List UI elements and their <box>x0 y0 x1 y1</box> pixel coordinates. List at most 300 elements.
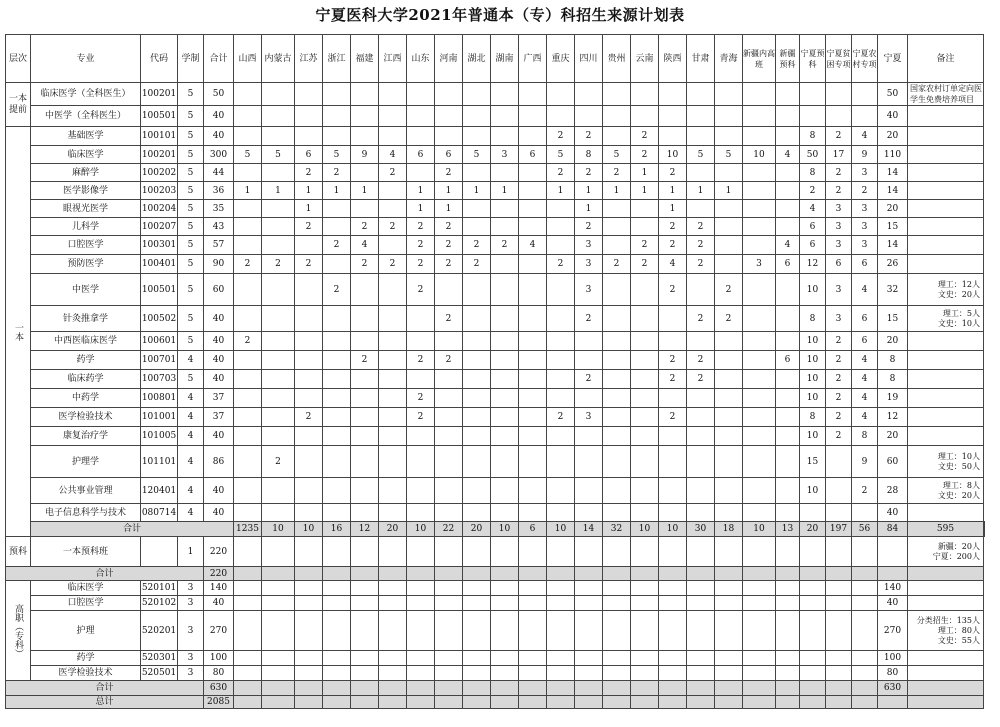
table-row <box>6 182 985 200</box>
quota-value: 110 <box>878 146 908 164</box>
subtotal-value <box>491 681 519 696</box>
subtotal-value: 20 <box>463 522 491 537</box>
quota-value <box>519 666 547 681</box>
quota-value: 1 <box>295 182 323 200</box>
quota-value: 1 <box>715 182 743 200</box>
subtotal-value: 10 <box>631 522 659 537</box>
quota-value <box>575 611 603 651</box>
quota-value: 2 <box>351 218 379 236</box>
quota-value: 2 <box>687 351 715 370</box>
major-code: 100203 <box>141 182 178 200</box>
quota-value <box>743 332 776 351</box>
quota-value: 3 <box>575 274 603 306</box>
header-province: 山西 <box>234 35 262 83</box>
major-code: 101001 <box>141 408 178 427</box>
quota-value: 2 <box>826 164 852 182</box>
quota-value <box>659 504 687 522</box>
quota-value: 50 <box>878 83 908 106</box>
quota-value <box>407 127 435 146</box>
quota-value <box>234 127 262 146</box>
quota-value <box>234 83 262 106</box>
quota-value <box>519 651 547 666</box>
quota-value <box>435 127 463 146</box>
row-total: 43 <box>204 218 234 236</box>
quota-value <box>435 389 463 408</box>
major-name: 护理学 <box>31 446 141 478</box>
quota-value: 10 <box>800 332 826 351</box>
quota-value <box>631 478 659 504</box>
quota-value <box>234 408 262 427</box>
major-code: 080714 <box>141 504 178 522</box>
quota-value <box>407 370 435 389</box>
subtotal-value: 22 <box>435 522 463 537</box>
quota-value <box>800 596 826 611</box>
remark <box>908 351 984 370</box>
quota-value <box>435 611 463 651</box>
header-level: 层次 <box>6 35 31 83</box>
quota-value <box>575 351 603 370</box>
quota-value <box>323 218 351 236</box>
quota-value: 10 <box>800 274 826 306</box>
quota-value <box>463 351 491 370</box>
quota-value: 2 <box>407 218 435 236</box>
quota-value <box>262 351 295 370</box>
study-years: 5 <box>178 332 204 351</box>
subtotal-label: 合计 <box>6 567 204 581</box>
quota-value <box>743 200 776 218</box>
header-province: 新疆预科 <box>776 35 800 83</box>
quota-value: 17 <box>826 146 852 164</box>
quota-value <box>715 200 743 218</box>
major-code: 100207 <box>141 218 178 236</box>
major-name: 公共事业管理 <box>31 478 141 504</box>
quota-value: 10 <box>800 351 826 370</box>
subtotal-value <box>234 696 262 709</box>
major-code: 100501 <box>141 274 178 306</box>
subtotal-value <box>262 567 295 581</box>
quota-value <box>776 446 800 478</box>
quota-value: 9 <box>351 146 379 164</box>
header-province: 宁夏 <box>878 35 908 83</box>
quota-value: 15 <box>878 306 908 332</box>
quota-value <box>351 83 379 106</box>
quota-value <box>603 218 631 236</box>
study-years: 5 <box>178 127 204 146</box>
level-early: 一本提前 <box>6 83 31 127</box>
row-total: 40 <box>204 478 234 504</box>
header-province: 云南 <box>631 35 659 83</box>
quota-value <box>743 106 776 127</box>
quota-value: 3 <box>491 146 519 164</box>
quota-value: 1 <box>575 200 603 218</box>
major-name: 儿科学 <box>31 218 141 236</box>
subtotal-value <box>631 567 659 581</box>
subtotal-value <box>908 696 984 709</box>
header-province: 内蒙古 <box>262 35 295 83</box>
quota-value: 12 <box>800 255 826 274</box>
subtotal-value <box>687 696 715 709</box>
quota-value <box>743 504 776 522</box>
quota-value: 2 <box>659 164 687 182</box>
study-years: 4 <box>178 351 204 370</box>
quota-value <box>463 164 491 182</box>
enrollment-plan-table <box>5 34 985 709</box>
quota-value <box>323 666 351 681</box>
quota-value: 1 <box>407 200 435 218</box>
quota-value: 40 <box>878 106 908 127</box>
quota-value <box>234 666 262 681</box>
quota-value: 8 <box>852 427 878 446</box>
quota-value <box>519 306 547 332</box>
quota-value: 3 <box>852 200 878 218</box>
quota-value <box>519 389 547 408</box>
quota-value: 6 <box>852 255 878 274</box>
quota-value <box>603 83 631 106</box>
quota-value <box>262 408 295 427</box>
quota-value: 1 <box>491 182 519 200</box>
subtotal-value <box>687 681 715 696</box>
quota-value <box>687 332 715 351</box>
quota-value <box>234 537 262 567</box>
quota-value: 4 <box>852 274 878 306</box>
subtotal-value <box>852 696 878 709</box>
quota-value: 2 <box>435 351 463 370</box>
quota-value <box>407 306 435 332</box>
quota-value <box>547 83 575 106</box>
quota-value <box>547 651 575 666</box>
level-vocational: 高职（专科） <box>6 581 31 681</box>
quota-value: 2 <box>295 218 323 236</box>
quota-value: 2 <box>575 218 603 236</box>
quota-value <box>295 127 323 146</box>
quota-value <box>323 408 351 427</box>
quota-value <box>631 218 659 236</box>
quota-value: 14 <box>878 164 908 182</box>
subtotal-value <box>631 681 659 696</box>
quota-value: 5 <box>547 146 575 164</box>
quota-value: 2 <box>715 306 743 332</box>
quota-value: 2 <box>687 255 715 274</box>
quota-value <box>776 127 800 146</box>
table-row <box>6 581 985 596</box>
quota-value: 2 <box>379 218 407 236</box>
quota-value: 2 <box>407 389 435 408</box>
subtotal-value <box>603 696 631 709</box>
quota-value <box>463 581 491 596</box>
header-province: 福建 <box>351 35 379 83</box>
quota-value <box>262 504 295 522</box>
quota-value <box>463 389 491 408</box>
quota-value: 2 <box>575 306 603 332</box>
quota-value: 2 <box>435 306 463 332</box>
quota-value <box>519 596 547 611</box>
quota-value <box>547 537 575 567</box>
quota-value <box>435 446 463 478</box>
quota-value: 6 <box>435 146 463 164</box>
subtotal-value <box>659 681 687 696</box>
row-total: 40 <box>204 427 234 446</box>
quota-value: 5 <box>463 146 491 164</box>
quota-value <box>519 83 547 106</box>
quota-value: 2 <box>631 236 659 255</box>
quota-value: 1 <box>631 182 659 200</box>
remark <box>908 596 984 611</box>
subtotal-total: 630 <box>204 681 234 696</box>
quota-value: 2 <box>323 274 351 306</box>
quota-value <box>776 478 800 504</box>
quota-value <box>575 504 603 522</box>
quota-value: 10 <box>800 389 826 408</box>
quota-value <box>379 389 407 408</box>
quota-value <box>687 611 715 651</box>
quota-value <box>323 581 351 596</box>
quota-value <box>743 370 776 389</box>
table-row <box>6 35 985 83</box>
quota-value <box>631 274 659 306</box>
quota-value <box>776 611 800 651</box>
quota-value <box>776 537 800 567</box>
subtotal-value <box>776 567 800 581</box>
quota-value <box>295 83 323 106</box>
quota-value <box>715 236 743 255</box>
major-code: 101005 <box>141 427 178 446</box>
remark <box>908 389 984 408</box>
quota-value <box>547 504 575 522</box>
quota-value <box>491 427 519 446</box>
quota-value: 2 <box>826 427 852 446</box>
quota-value <box>491 651 519 666</box>
quota-value <box>407 332 435 351</box>
quota-value <box>715 370 743 389</box>
quota-value <box>407 164 435 182</box>
quota-value <box>351 611 379 651</box>
subtotal-value <box>852 681 878 696</box>
quota-value <box>295 478 323 504</box>
subtotal-label: 合计 <box>6 681 204 696</box>
quota-value <box>603 370 631 389</box>
quota-value: 2 <box>234 332 262 351</box>
quota-value <box>519 351 547 370</box>
remark <box>908 182 984 200</box>
major-code: 520301 <box>141 651 178 666</box>
quota-value <box>715 666 743 681</box>
quota-value <box>234 218 262 236</box>
quota-value: 4 <box>776 236 800 255</box>
quota-value: 2 <box>826 408 852 427</box>
study-years: 5 <box>178 236 204 255</box>
quota-value <box>659 537 687 567</box>
row-total: 100 <box>204 651 234 666</box>
major-code: 100701 <box>141 351 178 370</box>
quota-value <box>379 236 407 255</box>
quota-value <box>379 83 407 106</box>
quota-value <box>323 106 351 127</box>
quota-value <box>379 446 407 478</box>
quota-value: 2 <box>687 236 715 255</box>
quota-value: 2 <box>379 255 407 274</box>
quota-value: 6 <box>800 218 826 236</box>
quota-value <box>547 596 575 611</box>
major-code: 100301 <box>141 236 178 255</box>
remark <box>908 106 984 127</box>
quota-value <box>715 106 743 127</box>
table-row <box>6 666 985 681</box>
quota-value <box>687 581 715 596</box>
table-row <box>6 389 985 408</box>
quota-value <box>743 306 776 332</box>
subtotal-value <box>743 681 776 696</box>
quota-value <box>463 651 491 666</box>
quota-value <box>519 504 547 522</box>
quota-value: 2 <box>379 164 407 182</box>
quota-value <box>687 596 715 611</box>
quota-value <box>631 504 659 522</box>
quota-value <box>351 164 379 182</box>
quota-value <box>323 332 351 351</box>
study-years: 5 <box>178 255 204 274</box>
quota-value <box>491 389 519 408</box>
quota-value <box>687 127 715 146</box>
subtotal-value: 20 <box>379 522 407 537</box>
quota-value <box>323 389 351 408</box>
quota-value <box>547 427 575 446</box>
quota-value <box>351 106 379 127</box>
quota-value <box>234 581 262 596</box>
quota-value <box>743 446 776 478</box>
subtotal-value <box>743 696 776 709</box>
quota-value: 40 <box>878 504 908 522</box>
quota-value <box>323 427 351 446</box>
quota-value <box>687 427 715 446</box>
quota-value <box>603 106 631 127</box>
quota-value <box>295 446 323 478</box>
subtotal-value <box>659 567 687 581</box>
major-name: 基础医学 <box>31 127 141 146</box>
quota-value <box>295 306 323 332</box>
quota-value <box>491 106 519 127</box>
row-total: 50 <box>204 83 234 106</box>
quota-value <box>631 306 659 332</box>
subtotal-value <box>463 567 491 581</box>
quota-value <box>687 274 715 306</box>
quota-value <box>603 351 631 370</box>
quota-value <box>435 651 463 666</box>
quota-value <box>463 596 491 611</box>
quota-value <box>463 427 491 446</box>
major-name: 中医学（全科医生） <box>31 106 141 127</box>
quota-value <box>234 306 262 332</box>
quota-value <box>351 666 379 681</box>
quota-value: 10 <box>659 146 687 164</box>
major-name: 针灸推拿学 <box>31 306 141 332</box>
quota-value <box>547 218 575 236</box>
study-years: 5 <box>178 218 204 236</box>
quota-value <box>463 666 491 681</box>
quota-value: 3 <box>575 255 603 274</box>
quota-value <box>776 306 800 332</box>
row-total: 40 <box>204 106 234 127</box>
subtotal-value: 84 <box>878 522 908 537</box>
remark <box>908 504 984 522</box>
row-total: 60 <box>204 274 234 306</box>
quota-value <box>262 427 295 446</box>
quota-value <box>379 306 407 332</box>
quota-value <box>407 611 435 651</box>
quota-value <box>776 408 800 427</box>
level-prep: 预科 <box>6 537 31 567</box>
quota-value: 2 <box>547 164 575 182</box>
quota-value: 50 <box>800 146 826 164</box>
subtotal-value <box>379 696 407 709</box>
quota-value <box>603 651 631 666</box>
header-province: 甘肃 <box>687 35 715 83</box>
quota-value <box>603 446 631 478</box>
quota-value: 1 <box>575 182 603 200</box>
quota-value <box>234 164 262 182</box>
row-total: 270 <box>204 611 234 651</box>
quota-value <box>743 164 776 182</box>
quota-value <box>687 106 715 127</box>
quota-value <box>295 236 323 255</box>
quota-value <box>776 596 800 611</box>
quota-value <box>715 351 743 370</box>
quota-value <box>776 504 800 522</box>
row-total: 40 <box>204 306 234 332</box>
quota-value: 4 <box>852 408 878 427</box>
subtotal-value <box>800 696 826 709</box>
quota-value <box>295 427 323 446</box>
quota-value <box>603 581 631 596</box>
study-years: 5 <box>178 164 204 182</box>
quota-value <box>234 596 262 611</box>
quota-value: 1 <box>351 182 379 200</box>
quota-value: 2 <box>351 351 379 370</box>
subtotal-value <box>379 681 407 696</box>
quota-value <box>575 83 603 106</box>
major-name: 中医学 <box>31 274 141 306</box>
quota-value <box>262 106 295 127</box>
quota-value <box>687 164 715 182</box>
quota-value <box>519 332 547 351</box>
table-row <box>6 696 985 709</box>
remark <box>908 218 984 236</box>
row-total: 90 <box>204 255 234 274</box>
remark <box>984 522 985 537</box>
quota-value: 3 <box>826 218 852 236</box>
quota-value <box>631 389 659 408</box>
table-row <box>6 478 985 504</box>
subtotal-value: 10 <box>262 522 295 537</box>
quota-value <box>262 164 295 182</box>
quota-value <box>435 504 463 522</box>
quota-value <box>351 651 379 666</box>
quota-value: 2 <box>463 255 491 274</box>
study-years: 3 <box>178 581 204 596</box>
subtotal-value <box>776 681 800 696</box>
row-total: 57 <box>204 236 234 255</box>
major-code: 100204 <box>141 200 178 218</box>
quota-value <box>631 537 659 567</box>
quota-value <box>234 427 262 446</box>
quota-value <box>659 306 687 332</box>
study-years: 4 <box>178 427 204 446</box>
quota-value <box>379 127 407 146</box>
quota-value: 2 <box>407 236 435 255</box>
quota-value: 12 <box>878 408 908 427</box>
quota-value <box>603 504 631 522</box>
header-province: 新疆内高班 <box>743 35 776 83</box>
subtotal-value <box>575 567 603 581</box>
